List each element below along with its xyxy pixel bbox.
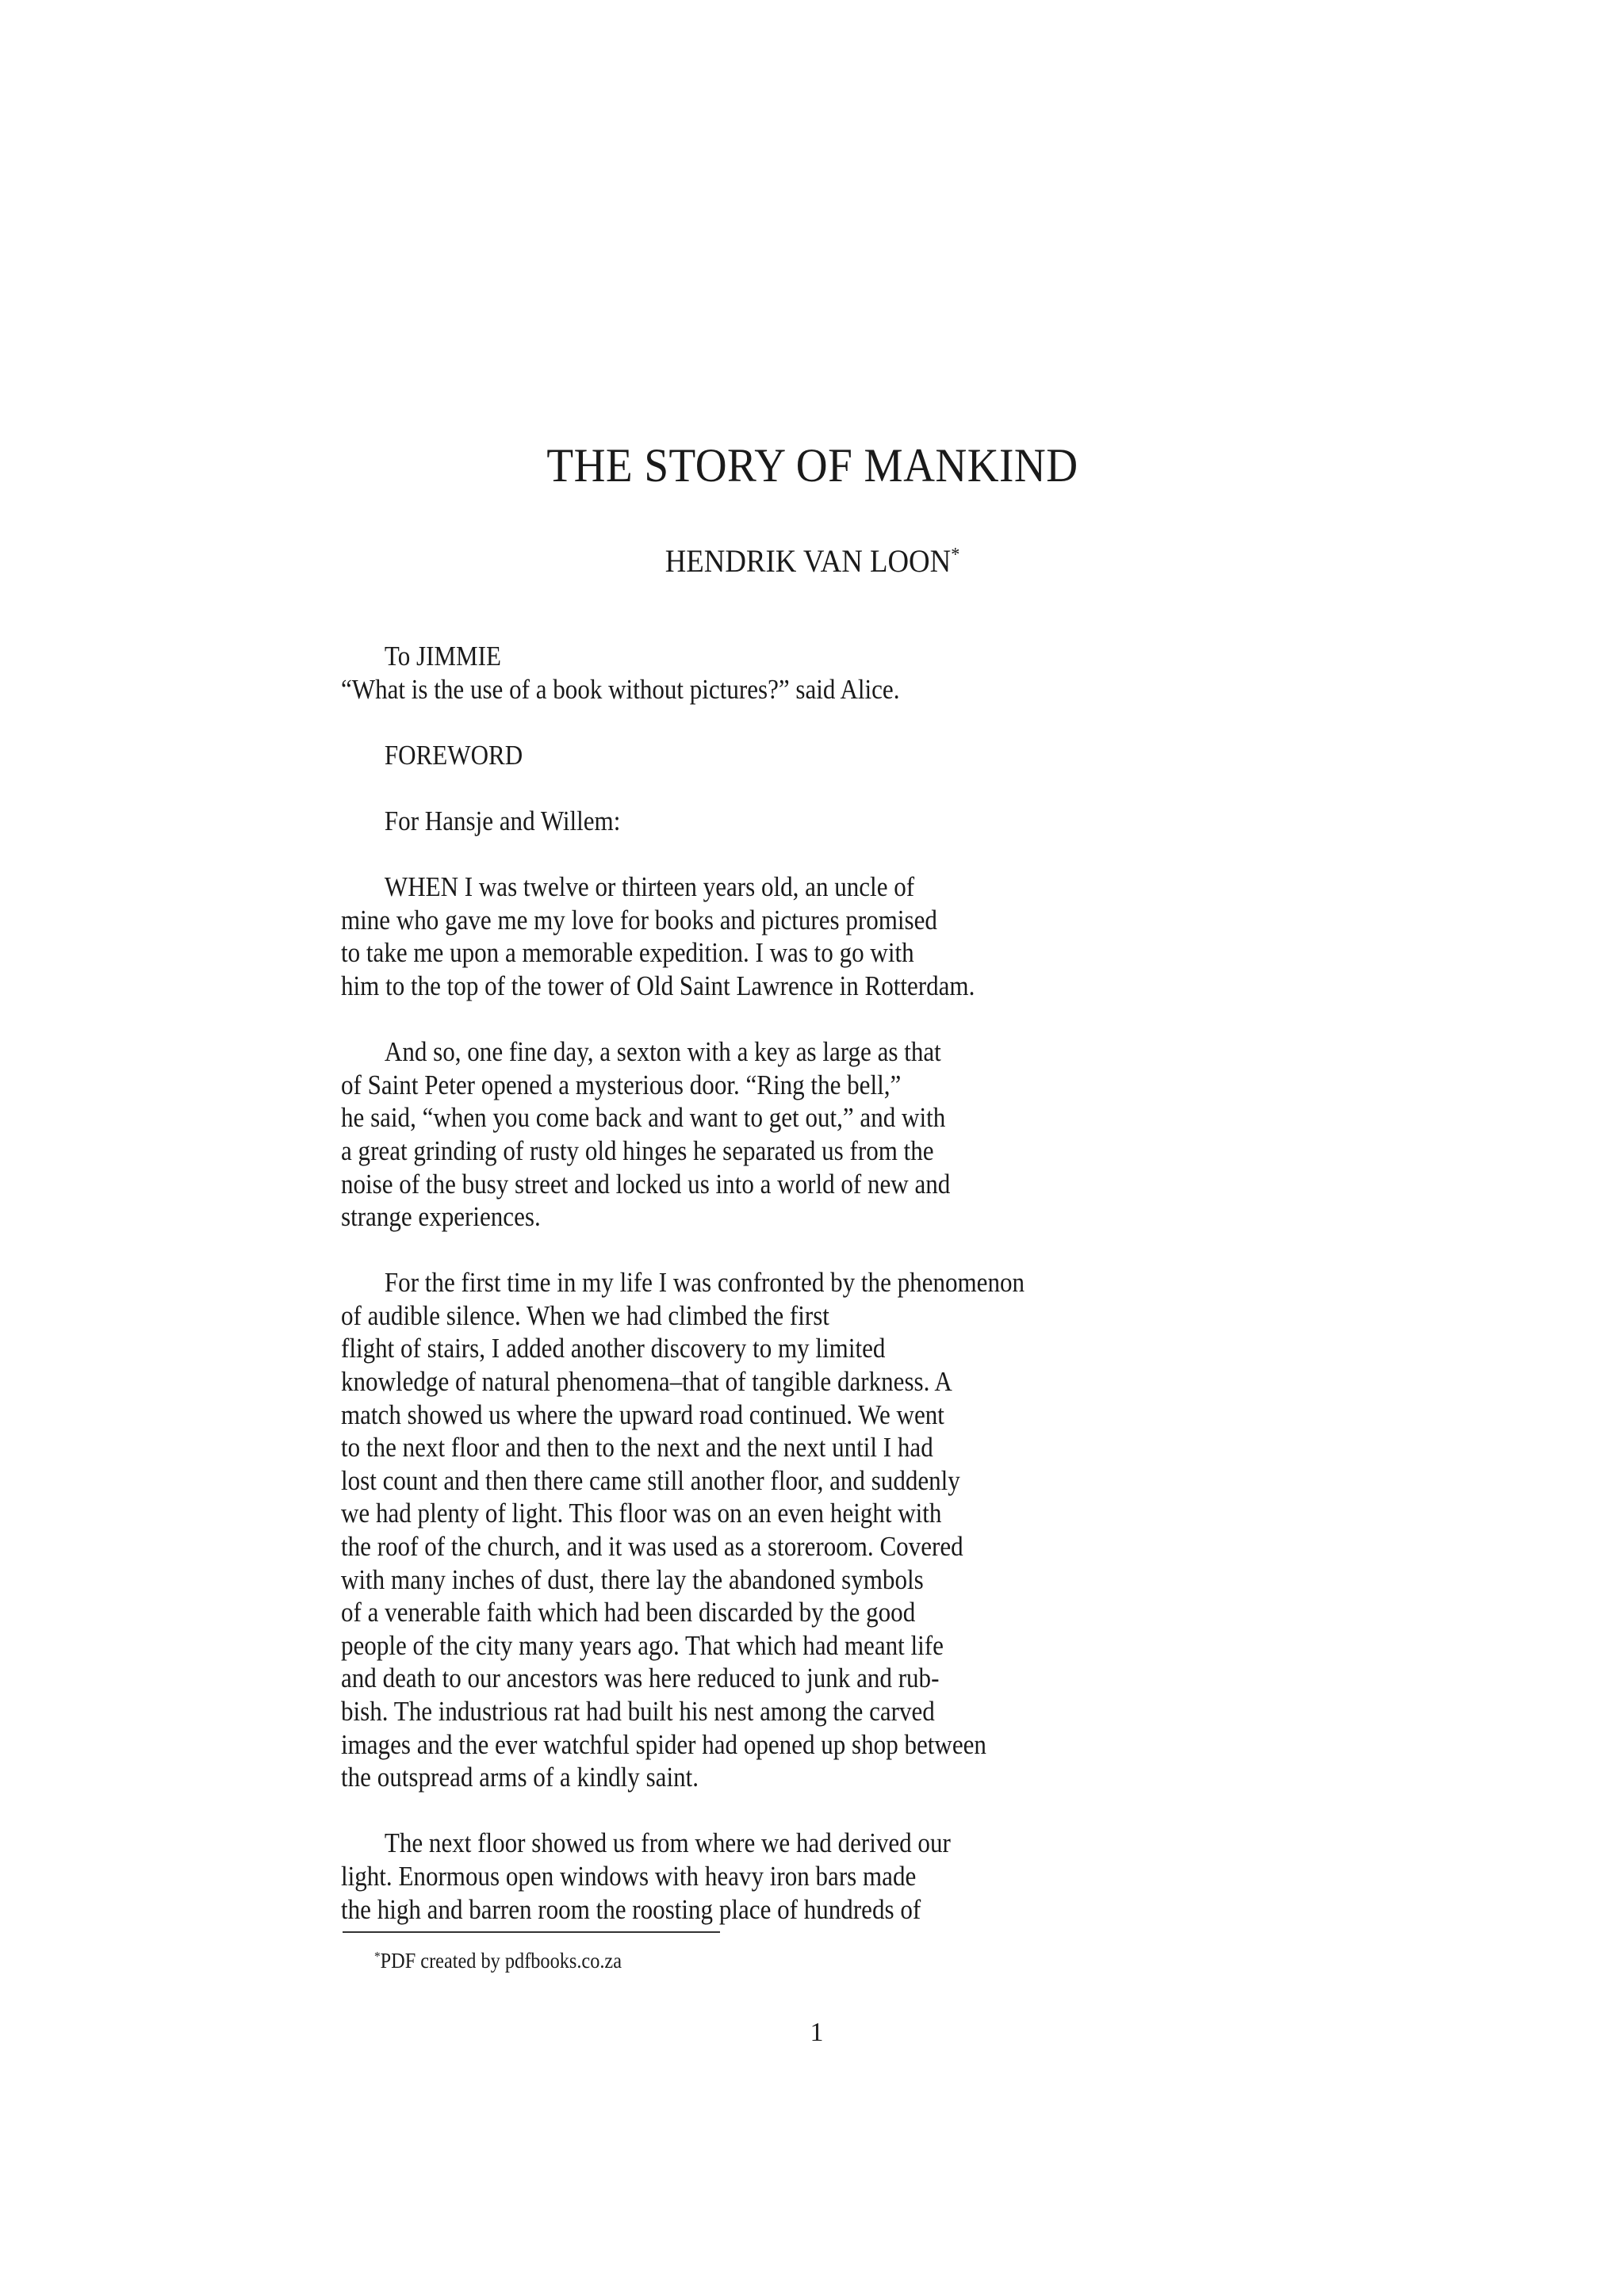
paragraph-line: The next floor showed us from where we had derived our	[384, 1828, 951, 1859]
paragraph-line: And so, one fine day, a sexton with a key as large as that	[384, 1037, 941, 1068]
paragraph-1	[341, 871, 1126, 1003]
footnote-divider	[343, 1931, 720, 1933]
paragraph-3	[341, 1267, 1126, 1795]
paragraph-gap	[341, 706, 1126, 740]
paragraph-line: flight of stairs, I added another discovery to my limited	[341, 1334, 886, 1364]
paragraph-line: images and the ever watchful spider had opened up shop between	[341, 1729, 986, 1760]
paragraph-gap	[341, 1004, 1126, 1037]
paragraph-line: and death to our ancestors was here reduced to junk and rub-	[341, 1663, 940, 1694]
paragraph-line: to the next floor and then to the next and the next until I had	[341, 1433, 933, 1464]
footnote-marker: *	[951, 545, 960, 565]
paragraph-line: knowledge of natural phenomena–that of tangible darkness. A	[341, 1367, 952, 1398]
salutation: For Hansje and Willem:	[384, 806, 621, 836]
footnote	[374, 1944, 622, 1973]
paragraph-line: we had plenty of light. This floor was on an even height with	[341, 1498, 942, 1529]
paragraph-line: WHEN I was twelve or thirteen years old, an uncle of	[384, 872, 915, 903]
paragraph-line: light. Enormous open windows with heavy iron bars made	[341, 1861, 917, 1892]
paragraph-line: the outspread arms of a kindly saint.	[341, 1762, 699, 1793]
footnote-marker: *	[374, 1949, 381, 1964]
book-title: THE STORY OF MANKIND	[546, 439, 1078, 492]
paragraph-line: of a venerable faith which had been discarded by the good	[341, 1598, 916, 1628]
paragraph-line: a great grinding of rusty old hinges he separated us from the	[341, 1135, 934, 1166]
paragraph-line: him to the top of the tower of Old Saint Lawrence in Rotterdam.	[341, 970, 975, 1001]
paragraph-gap	[341, 1795, 1126, 1828]
author-line	[65, 536, 1559, 580]
paragraph-line: people of the city many years ago. That which had meant life	[341, 1630, 944, 1661]
paragraph-line: strange experiences.	[341, 1202, 541, 1233]
paragraph-line: of audible silence. When we had climbed the first	[341, 1300, 829, 1331]
epigraph: “What is the use of a book without pictures?” said Alice.	[341, 674, 900, 705]
paragraph-line: mine who gave me my love for books and pictures promised	[341, 905, 937, 936]
paragraph-line: of Saint Peter opened a mysterious door. “Ring the bell,”	[341, 1070, 902, 1100]
footnote-text: PDF created by pdfbooks.co.za	[380, 1949, 622, 1973]
paragraph-line: to take me upon a memorable expedition. I was to go with	[341, 938, 914, 969]
paragraph-line: noise of the busy street and locked us into a world of new and	[341, 1169, 951, 1200]
paragraph-gap	[341, 839, 1126, 872]
page-number: 1	[810, 2018, 824, 2047]
dedication: To JIMMIE	[384, 641, 501, 672]
author-name: HENDRIK VAN LOON	[665, 543, 952, 579]
paragraph-line: with many inches of dust, there lay the abandoned symbols	[341, 1564, 924, 1595]
paragraph-line: lost count and then there came still another floor, and suddenly	[341, 1465, 960, 1496]
paragraph-line: the high and barren room the roosting place of hundreds of	[341, 1894, 921, 1925]
paragraph-line: match showed us where the upward road continued. We went	[341, 1399, 944, 1430]
paragraph-line: the roof of the church, and it was used as a storeroom. Covered	[341, 1532, 963, 1563]
paragraph-2	[341, 1036, 1126, 1234]
paragraph-gap	[341, 772, 1126, 806]
paragraph-line: bish. The industrious rat had built his nest among the carved	[341, 1697, 935, 1727]
body-text	[341, 641, 1126, 1927]
paragraph-gap	[341, 1234, 1126, 1268]
paragraph-4	[341, 1827, 1126, 1927]
section-heading: FOREWORD	[384, 740, 523, 771]
paragraph-line: he said, “when you come back and want to get out,” and with	[341, 1103, 946, 1134]
paragraph-line: For the first time in my life I was confronted by the phenomenon	[384, 1268, 1025, 1299]
